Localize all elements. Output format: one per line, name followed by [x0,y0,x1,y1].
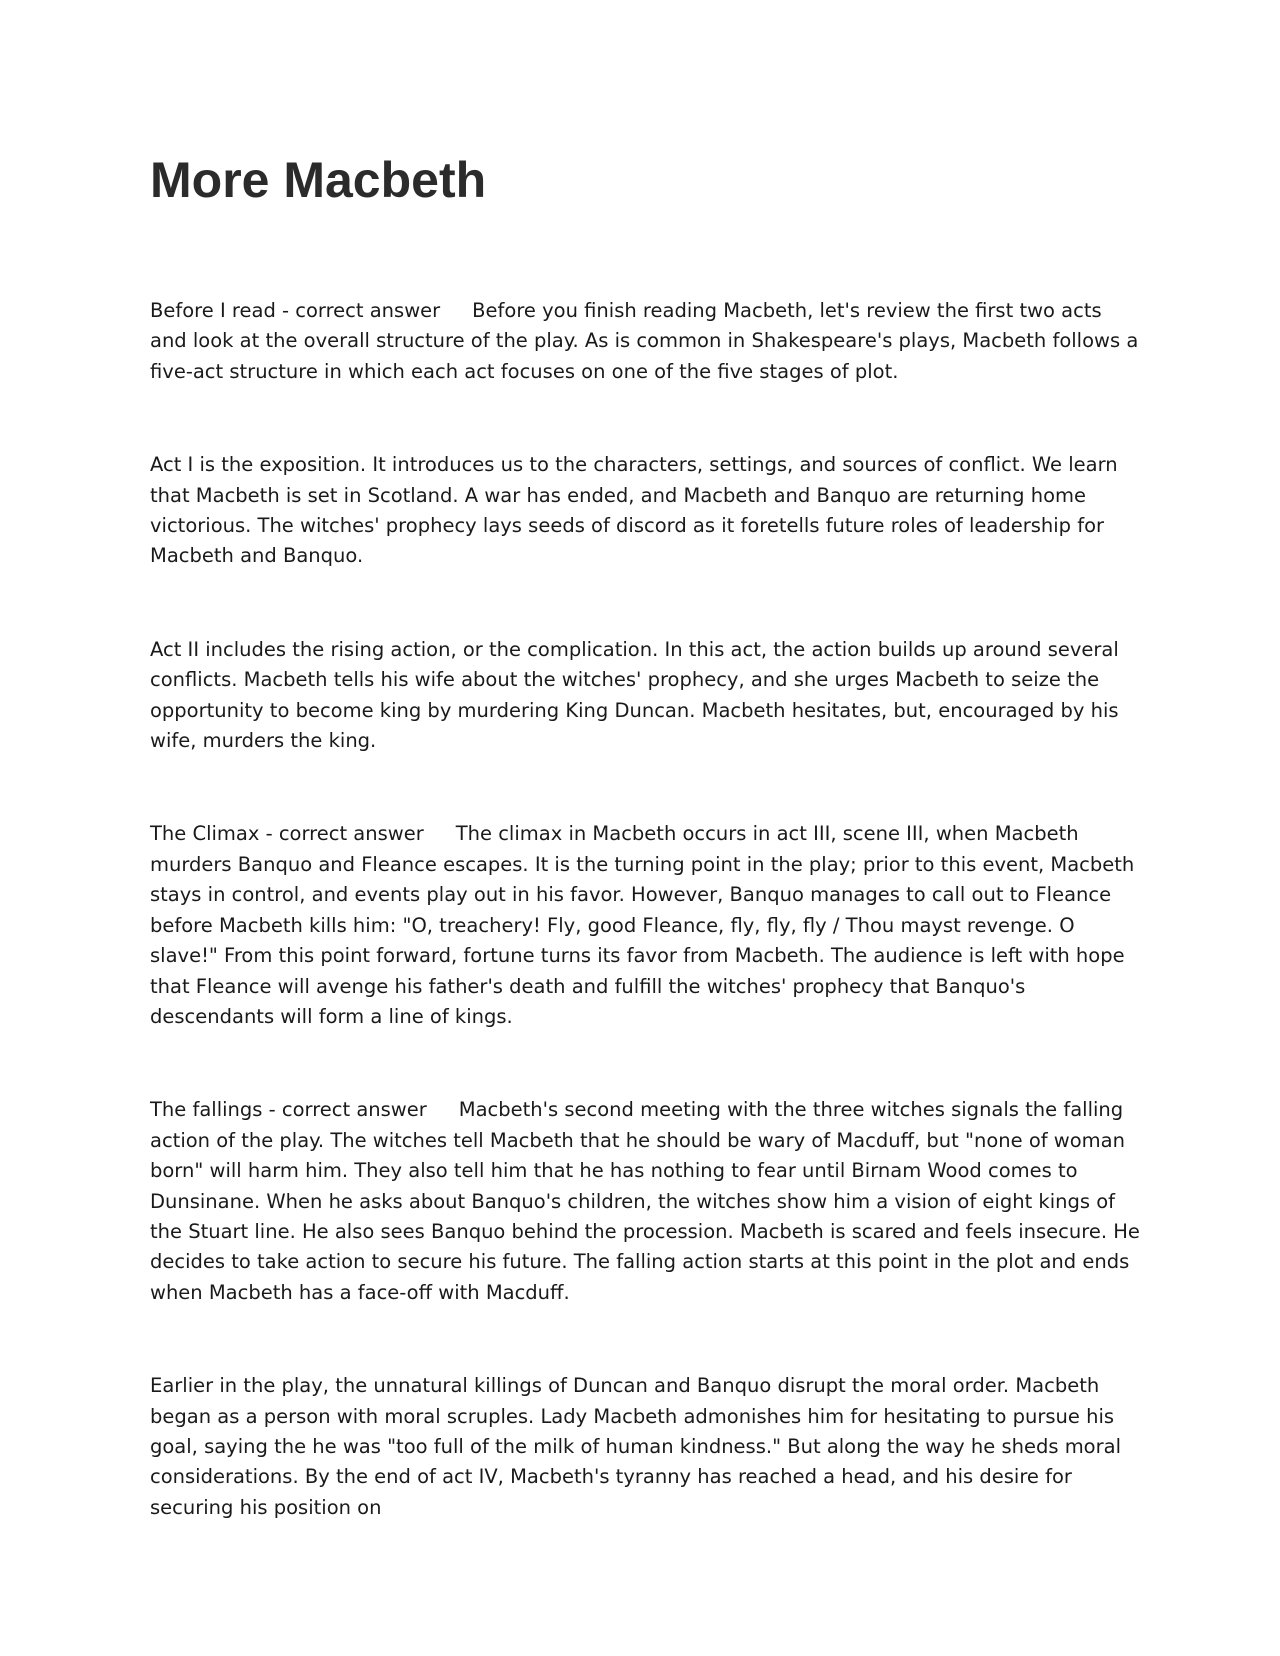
paragraph-intro [150,296,1140,387]
paragraph-act-2 [150,635,1140,757]
paragraph-act-1 [150,450,1140,572]
paragraph-text: Earlier in the play, the unnatural killings of Duncan and Banquo disrupt the moral order. Macbeth began as a person with moral scruples. Lady Macbeth admonishes him for hesitating to pursue his goal, saying the he was "too full of the milk of human kindness." But along the way he sheds moral considerations. By the end of act IV, Macbeth's tyranny has reached a head, and his desire for securing his position on [150,1374,1122,1519]
paragraph-text: Act II includes the rising action, or the complication. In this act, the action builds up around several conflicts. Macbeth tells his wife about the witches' prophecy, and she urges Macbeth to seize the opportunity to become king by murdering King Duncan. Macbeth hesitates, but, encouraged by his wife, murders the king. [150,637,1119,753]
page-title: More Macbeth [150,152,487,208]
paragraph-text: Before you finish reading Macbeth, let's review the first two acts and look at the overall structure of the play. As is common in Shakespeare's plays, Macbeth follows a five-act structure in which each act focuses on one of the five stages of plot. [150,299,1139,383]
qa-label: The fallings - correct answer [150,1098,427,1122]
paragraph-text: The climax in Macbeth occurs in act III, scene III, when Macbeth murders Banquo and Fleance escapes. It is the turning point in the play; prior to this event, Macbeth stays in control, and events play out in his favor. However, Banquo manages to call out to Fleance before Macbeth kills him: "O, treachery! Fly, good Fleance, fly, fly, fly / Thou mayst revenge. O slave!" From this point forward, fortune turns its favor from Macbeth. The audience is left with hope that Fleance will avenge his father's death and fulfill the witches' prophecy that Banquo's descendants will form a line of kings. [150,822,1135,1028]
paragraph-climax [150,819,1140,1032]
qa-label: The Climax - correct answer [150,822,424,846]
paragraph-text: Act I is the exposition. It introduces us to the characters, settings, and sources of conflict. We learn that Macbeth is set in Scotland. A war has ended, and Macbeth and Banquo are returning home victorious. The witches' prophecy lays seeds of discord as it foretells future roles of leadership for Macbeth and Banquo. [150,453,1118,568]
paragraph-text: Macbeth's second meeting with the three witches signals the falling action of the play. The witches tell Macbeth that he should be wary of Macduff, but "none of woman born" will harm him. They also tell him that he has nothing to fear until Birnam Wood comes to Dunsinane. When he asks about Banquo's children, the witches show him a vision of eight kings of the Stuart line. He also sees Banquo behind the procession. Macbeth is scared and feels insecure. He decides to take action to secure his future. The falling action starts at this point in the plot and ends when Macbeth has a face-off with Macduff. [150,1098,1140,1304]
paragraph-moral-order [150,1371,1140,1523]
paragraph-falling-action [150,1095,1140,1308]
document-body [150,296,1140,1586]
qa-label: Before I read - correct answer [150,299,441,322]
